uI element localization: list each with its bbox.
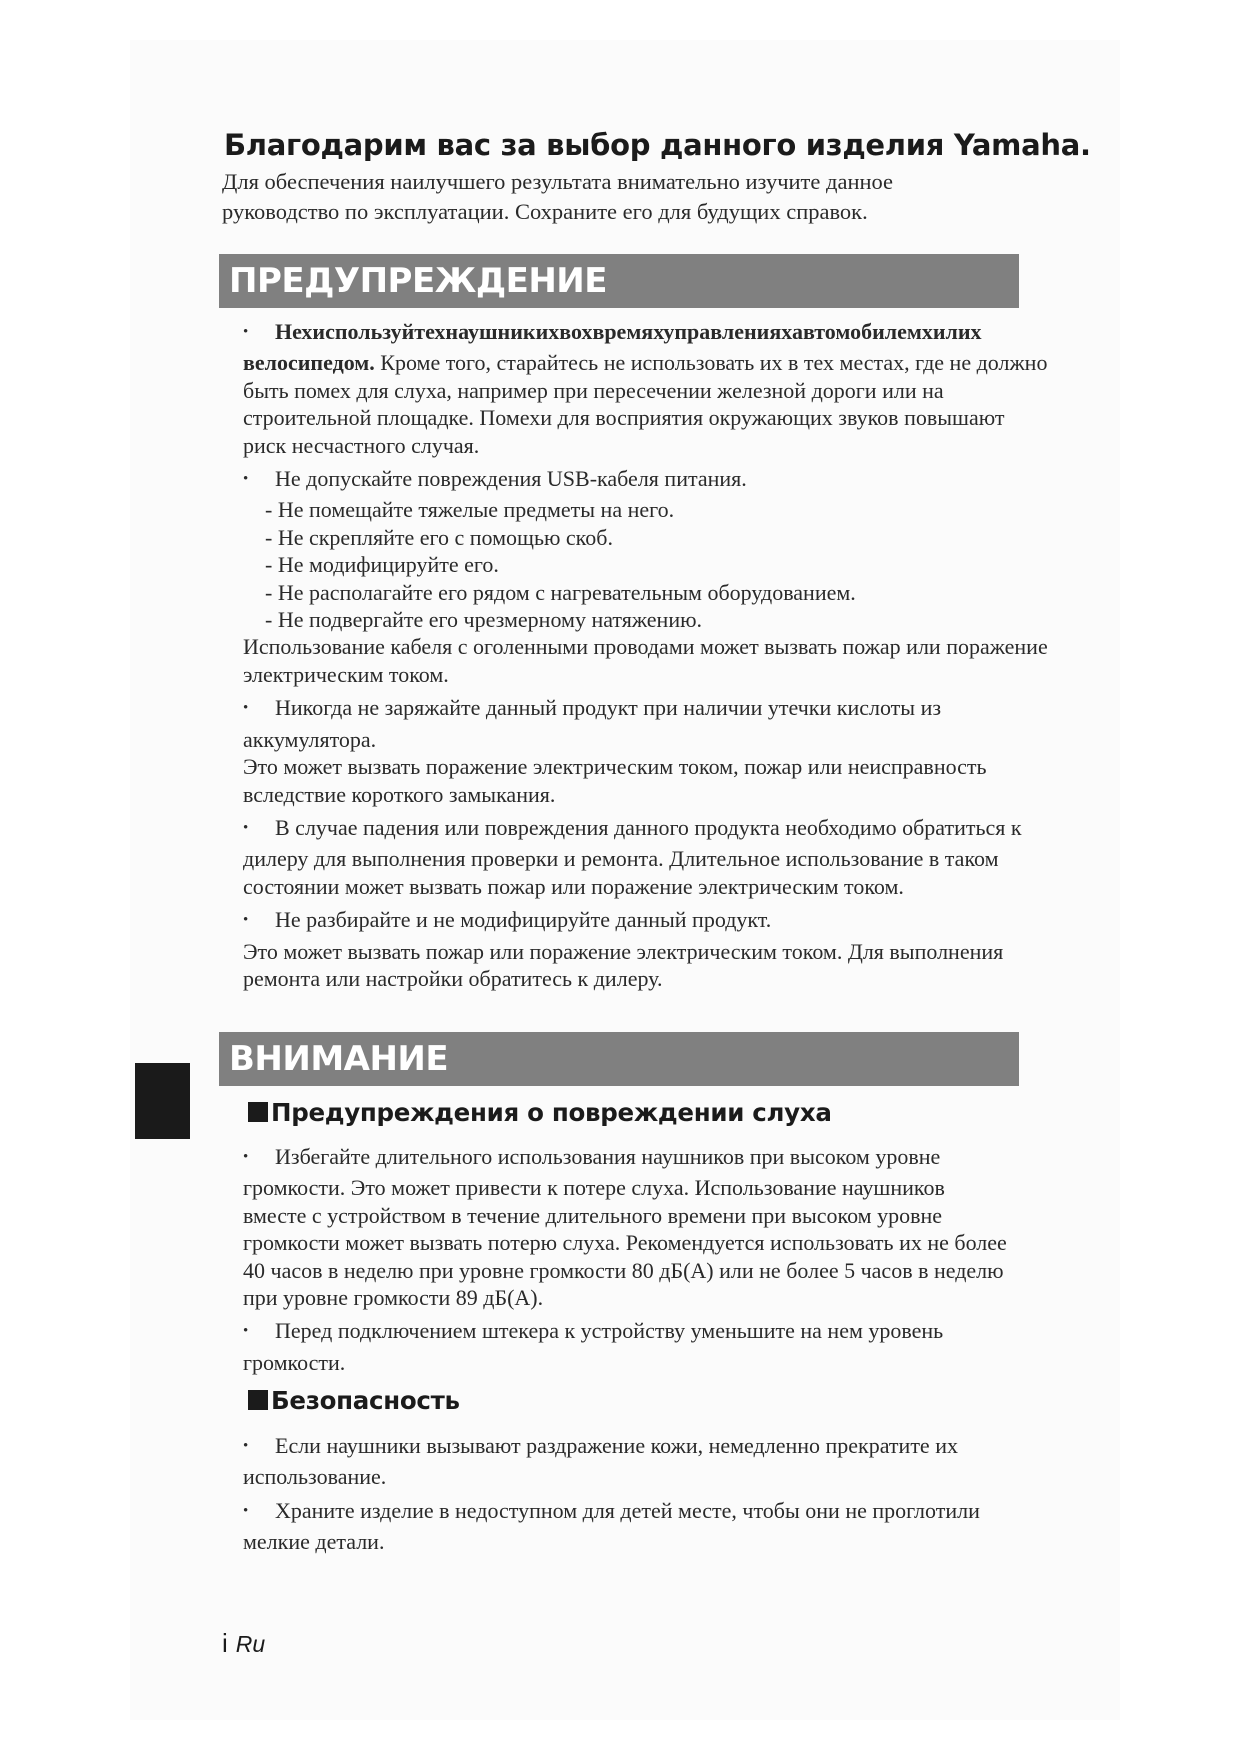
warning-bullet-5-text: Не разбирайте и не модифицируйте данный продукт. <box>275 907 772 933</box>
warning-bullet-2-text: Не допускайте повреждения USB-кабеля питания. <box>275 466 747 492</box>
safety-bullet-2 <box>243 1497 1048 1556</box>
hearing-section <box>243 1143 1013 1376</box>
warning-section <box>243 318 1048 992</box>
bullet-icon <box>243 318 275 349</box>
safety-section <box>243 1432 1048 1556</box>
warning-bullet-5-note: Это может вызвать пожар или поражение электрическим током. Для выполнения ремонта или настройки обратитесь к дилеру. <box>243 938 1004 991</box>
warning-bullet-4-text: В случае падения или повреждения данного продукта необходимо обратиться к дилеру для выполнения проверки и ремонта. Длительное использование в таком состоянии может вызвать пожар или поражение электрическим током. <box>243 814 1022 899</box>
warning-bullet-1 <box>243 318 1048 459</box>
intro-line: Для обеспечения наилучшего результата внимательно изучите данное <box>222 169 894 194</box>
hearing-subheading <box>248 1098 832 1127</box>
warning-bullet-2-note: Использование кабеля с оголенными проводами может вызвать пожар или поражение электрическим током. <box>243 634 1048 687</box>
square-bullet-icon <box>248 1390 268 1410</box>
safety-bullet-1-text: Если наушники вызывают раздражение кожи, немедленно прекратите их использование. <box>243 1433 958 1490</box>
list-item: - Не подвергайте его чрезмерному натяжению. <box>265 607 703 633</box>
hearing-subheading-text: Предупреждения о повреждении слуха <box>271 1098 832 1127</box>
list-item: - Не располагайте его рядом с нагревательным оборудованием. <box>265 579 856 605</box>
warning-bullet-3-text: Никогда не заряжайте данный продукт при наличии утечки кислоты из аккумулятора. <box>243 695 942 752</box>
caution-banner: ВНИМАНИЕ <box>219 1032 1019 1086</box>
bullet-icon <box>243 1497 275 1528</box>
intro-line: руководство по эксплуатации. Сохраните его для будущих справок. <box>222 199 868 224</box>
hearing-bullet-1 <box>243 1143 1013 1311</box>
warning-bullet-2 <box>243 465 1048 496</box>
section-tab-marker <box>135 1063 190 1139</box>
safety-subheading <box>248 1386 460 1415</box>
cable-precautions-list <box>243 496 1048 633</box>
hearing-bullet-2 <box>243 1317 1013 1376</box>
bullet-icon <box>243 1432 275 1463</box>
bullet-icon <box>243 465 275 496</box>
warning-bullet-3 <box>243 694 1048 753</box>
hearing-bullet-1-text: Избегайте длительного использования наушников при высоком уровне громкости. Это может привести к потере слуха. Использование наушников вместе с устройством в течение длительного времени при высоком уровне громкости может вызвать потерю слуха. Рекомендуется использовать их не более 40 часов в неделю при уровне громкости 80 дБ(А) или не более 5 часов в неделю при уровне громкости 89 дБ(А). <box>243 1144 1007 1311</box>
bullet-icon <box>243 1317 275 1348</box>
list-item: - Не скрепляйте его с помощью скоб. <box>265 524 613 550</box>
intro-title: Благодарим вас за выбор данного изделия Yamaha. <box>224 128 1091 162</box>
hearing-bullet-2-text: Перед подключением штекера к устройству уменьшите на нем уровень громкости. <box>243 1318 944 1375</box>
safety-subheading-text: Безопасность <box>271 1386 460 1415</box>
list-item: - Не модифицируйте его. <box>265 552 499 578</box>
bullet-icon <box>243 694 275 725</box>
warning-banner: ПРЕДУПРЕЖДЕНИЕ <box>219 254 1019 308</box>
bullet-icon <box>243 814 275 845</box>
warning-bullet-1-bold: Нехиспользуйтехнаушникихвохвремяхуправленияхавтомобилемхилих велосипедом. <box>243 319 982 376</box>
warning-bullet-5 <box>243 906 1048 937</box>
intro-text <box>222 167 1022 227</box>
page-footer <box>222 1628 265 1659</box>
bullet-icon <box>243 906 275 937</box>
safety-bullet-1 <box>243 1432 1048 1491</box>
square-bullet-icon <box>248 1102 268 1122</box>
warning-bullet-1-text: Кроме того, старайтесь не использовать их в тех местах, где не должно быть помех для слуха, например при пересечении железной дороги или на строительной площадке. Помехи для восприятия окружающих звуков повышают риск несчастного случая. <box>243 350 1048 458</box>
page-number: i <box>222 1628 228 1658</box>
list-item: - Не помещайте тяжелые предметы на него. <box>265 497 675 523</box>
language-code: Ru <box>235 1631 266 1657</box>
safety-bullet-2-text: Храните изделие в недоступном для детей месте, чтобы они не проглотили мелкие детали. <box>243 1497 980 1555</box>
warning-bullet-4 <box>243 814 1048 900</box>
bullet-icon <box>243 1143 275 1174</box>
warning-bullet-3-note: Это может вызвать поражение электрическим током, пожар или неисправность вследствие короткого замыкания. <box>243 754 987 807</box>
